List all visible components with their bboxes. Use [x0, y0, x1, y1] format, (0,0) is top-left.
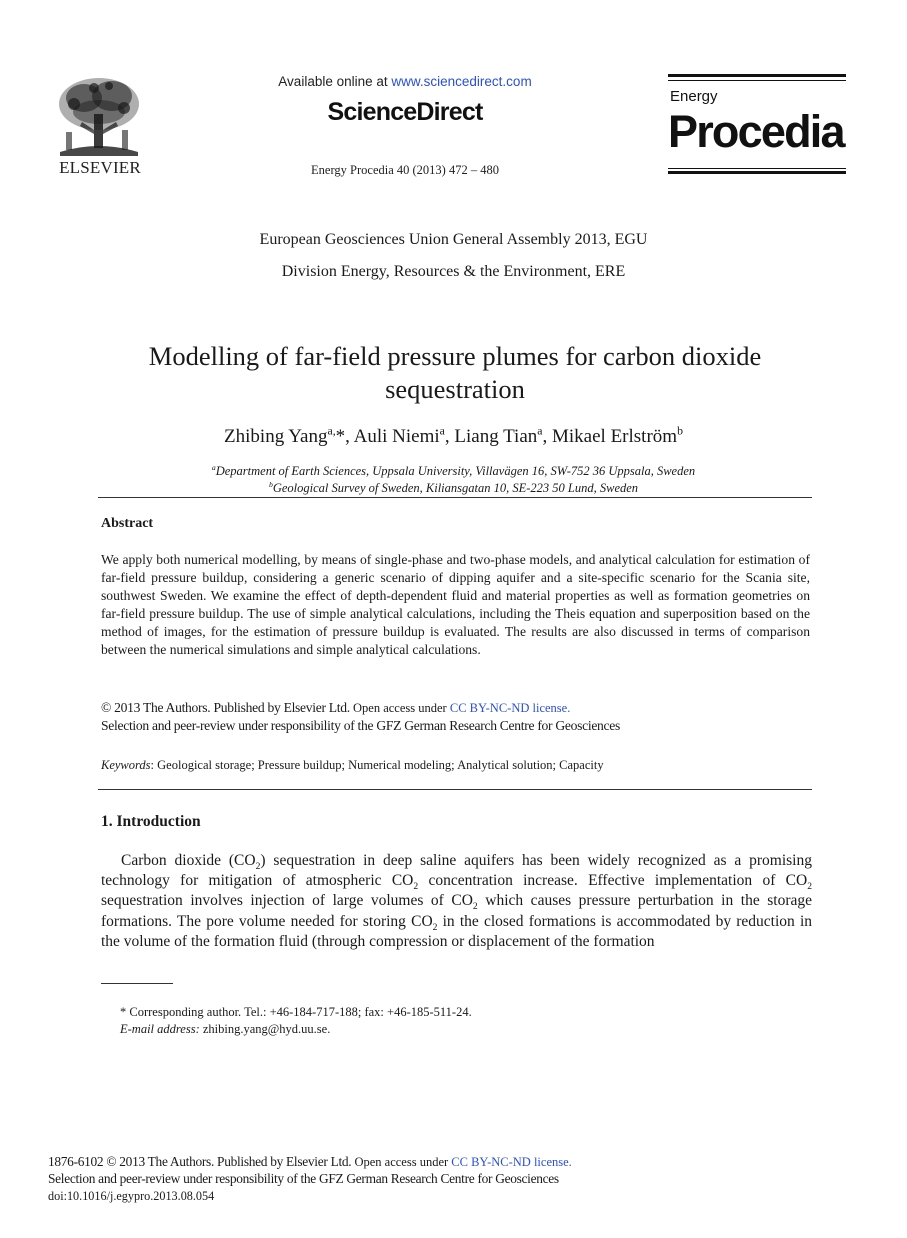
elsevier-logo: [52, 74, 148, 178]
logo-rule: [668, 171, 846, 174]
logo-rule: [668, 74, 846, 77]
divider: [98, 497, 812, 498]
paper-title: [110, 340, 800, 406]
logo-procedia-text: Procedia: [668, 106, 844, 157]
abstract-text: We apply both numerical modelling, by means of single-phase and two-phase models, and analytical calculation for estimation of far-field pressure buildup, considering a generic scenario of dipping aquifer and a site-specific scenario for the Scania site, southwest Sweden. We examine the effect of depth-dependent fluid and material properties as well as formation geometries on far-field pressure buildup. The use of simple analytical calculations, including the Theis equation and superposition based on the method of images, for the estimation of pressure buildup is evaluated. The results are also discussed in terms of comparison between the numerical simulations and simple analytical calculations.: [101, 552, 810, 657]
author-affiliation-mark: a: [439, 424, 445, 438]
logo-rule: [668, 168, 846, 169]
author-affiliation-mark: b: [677, 424, 683, 438]
email-label: E-mail address:: [120, 1022, 200, 1036]
author-name: Zhibing Yang: [224, 426, 328, 447]
sciencedirect-logo: ScienceDirect: [327, 98, 483, 126]
copyright-block: [101, 699, 810, 735]
logo-energy-text: Energy: [670, 88, 718, 105]
affiliation-text: Department of Earth Sciences, Uppsala University, Villavägen 16, SW-752 36 Uppsala, Sweden: [215, 464, 696, 478]
subscript: 2: [255, 861, 261, 873]
subscript: 2: [472, 901, 478, 913]
elsevier-tree-icon: [54, 74, 144, 156]
affiliation-mark: b: [268, 479, 273, 489]
conference-name: European Geosciences Union General Assembly 2013, EGU: [259, 231, 648, 248]
author-list: Zhibing Yang$^{a,}$*, Auli Niemi$^a$, Liang Tian$^a$, Mikael Erlström$^b$: [224, 424, 683, 447]
open-access-text: Open access under: [351, 1155, 452, 1169]
introduction-paragraph: [101, 851, 812, 952]
open-access-text: Open access under: [349, 701, 450, 715]
available-online-line: [250, 74, 560, 89]
affiliation-mark: a: [211, 462, 216, 472]
keywords-text: : Geological storage; Pressure buildup; Numerical modeling; Analytical solution; Capacity: [150, 758, 604, 772]
subscript: 2: [413, 881, 419, 893]
affiliation-text: Geological Survey of Sweden, Kiliansgatan 10, SE-223 50 Lund, Sweden: [272, 481, 639, 495]
bottom-peer-review: Selection and peer-review under responsibility of the GFZ German Research Centre for Geosciences: [48, 1171, 559, 1186]
author-affiliation-mark: a: [537, 424, 543, 438]
text-run: which causes pressure perturbation in the storage formations. The pore volume needed for storing CO: [101, 892, 812, 930]
email-note: [120, 1022, 330, 1037]
license-link[interactable]: CC BY-NC-ND license.: [451, 1155, 572, 1169]
text-run: concentration increase. Effective implementation of CO: [418, 872, 808, 890]
keywords-label: Keywords: [101, 758, 151, 772]
corresponding-author-note: * Corresponding author. Tel.: +46-184-717-188; fax: +46-185-511-24.: [120, 1005, 472, 1019]
affiliation: [0, 464, 907, 479]
title-line-2: sequestration: [385, 374, 525, 404]
text-run: in the closed formations is accommodated by reduction in the volume of the formation fluid (through compression or displacement of the formation: [101, 912, 812, 950]
text-run: ) sequestration in deep saline aquifers has been widely recognized as a promising technology for mitigation of atmospheric CO: [101, 852, 812, 890]
peer-review-text: Selection and peer-review under responsibility of the GFZ German Research Centre for Geosciences: [101, 718, 621, 733]
available-prefix: Available online at: [278, 74, 392, 89]
doi: doi:10.1016/j.egypro.2013.08.054: [48, 1189, 215, 1203]
author-name: Mikael Erlström: [552, 426, 678, 447]
title-line-1: Modelling of far-field pressure plumes for carbon dioxide: [148, 341, 762, 371]
affiliation: [0, 481, 907, 496]
conference-division: Division Energy, Resources & the Environment, ERE: [281, 263, 626, 280]
journal-reference: Energy Procedia 40 (2013) 472 – 480: [311, 163, 499, 177]
text-run: Carbon dioxide (CO: [121, 852, 256, 869]
elsevier-wordmark: ELSEVIER: [59, 158, 141, 177]
footnote-divider: [101, 983, 173, 984]
text-run: sequestration involves injection of large volumes of CO: [101, 892, 473, 910]
keywords-line: [101, 758, 810, 773]
author-affiliation-mark: a,: [327, 424, 336, 438]
subscript: 2: [432, 921, 438, 933]
copyright-text: © 2013 The Authors. Published by Elsevier Ltd.: [101, 700, 350, 715]
issn-copyright: 1876-6102 © 2013 The Authors. Published by Elsevier Ltd.: [48, 1154, 352, 1169]
author-name: Auli Niemi: [353, 426, 440, 447]
section-heading: 1. Introduction: [101, 813, 201, 830]
energy-procedia-logo: [668, 74, 846, 178]
bottom-copyright: [48, 1154, 868, 1170]
author-name: Liang Tian: [454, 426, 538, 447]
abstract-heading: Abstract: [101, 516, 154, 531]
email-address: zhibing.yang@hyd.uu.se.: [199, 1022, 331, 1036]
subscript: 2: [807, 881, 813, 893]
sciencedirect-link[interactable]: www.sciencedirect.com: [391, 74, 532, 89]
divider: [98, 789, 812, 790]
license-link[interactable]: CC BY-NC-ND license.: [449, 701, 571, 715]
corresponding-mark: *: [335, 426, 346, 447]
logo-rule: [668, 80, 846, 81]
